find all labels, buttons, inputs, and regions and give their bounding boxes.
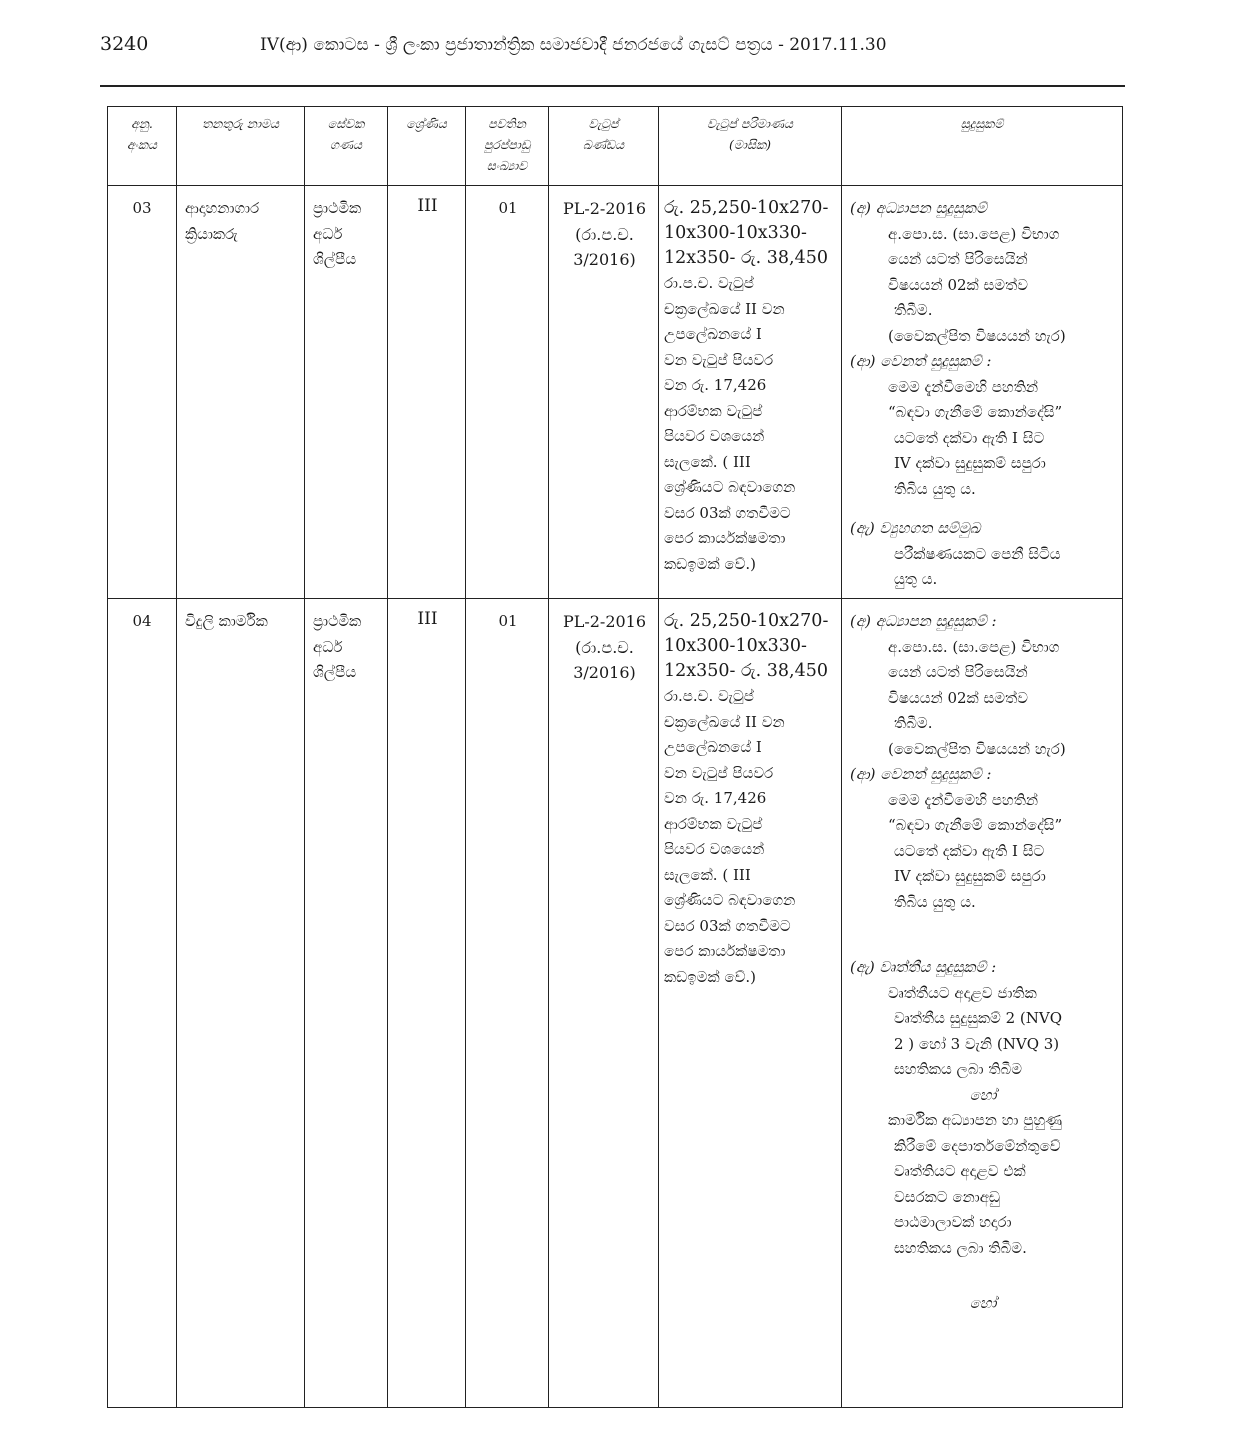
qual-interview-heading: (ඇ) ව්‍යුහගත සම්මුඛ <box>850 519 981 537</box>
qual-other-heading: (ආ) වෙනත් සුදුසුකම් : <box>850 765 992 783</box>
cell-salary-scale: රු. 25,250-10x270- 10x300-10x330- 12x350- රු. 38,450 රා.ප.ච. වැටුප් චක්‍රලේඛයේ II වන උපලේඛනයේ I වන වැටුප් පියවර වන රු. 17,426 ආරම්භක වැටුප් පියවර වශයෙන් සැලකේ. ( III ශ්‍රේණියට බඳවාගෙන වසර 03ක් ගතවීමට පෙර කාර්යක්ෂමතා කඩඉමක් වේ.) <box>659 186 842 599</box>
table-row <box>108 186 1123 599</box>
cell-salary-code: PL-2-2016 (රා.ප.ච. 3/2016) <box>549 186 659 599</box>
header-rule <box>100 85 1125 87</box>
cell-service-category: ප්‍රාථමික අර්ධ ශිල්පීය <box>305 599 388 1408</box>
or-separator: හෝ <box>969 1294 997 1312</box>
header-salary-scale: වැටුප් පරිමාණය (මාසික) <box>659 107 842 186</box>
cell-vacancies: 01 <box>466 599 549 1408</box>
vacancy-table <box>107 106 1123 1408</box>
qual-other-heading: (ආ) වෙනත් සුදුසුකම් : <box>850 352 992 370</box>
header-post-name: තනතුරු නාමය <box>177 107 305 186</box>
cell-grade: III <box>388 186 466 599</box>
cell-serial-no: 03 <box>108 186 177 599</box>
or-separator: හෝ <box>969 1085 997 1104</box>
qual-education-heading: (අ) අධ්‍යාපන සුදුසුකම් <box>850 199 987 217</box>
cell-grade: III <box>388 599 466 1408</box>
cell-post-name: විදුලි කාර්මික <box>177 599 305 1408</box>
page-number: 3240 <box>100 33 149 55</box>
table-row <box>108 599 1123 1408</box>
gazette-header-title: IV(ආ) කොටස - ශ්‍රී ලංකා ප්‍රජාතාන්ත්‍රික සමාජවාදී ජනරජයේ ගැසට් පත්‍රය - 2017.11.30 <box>260 35 887 55</box>
cell-post-name: ආදාහනාගාර ක්‍රියාකරු <box>177 186 305 599</box>
cell-vacancies: 01 <box>466 186 549 599</box>
header-service-category: සේවක ගණය <box>305 107 388 186</box>
header-vacancies: පවතින පුරප්පාඩු සංඛ්‍යාව <box>466 107 549 186</box>
cell-serial-no: 04 <box>108 599 177 1408</box>
cell-qualifications: (අ) අධ්‍යාපන සුදුසුකම් : අ.පො.ස. (සා.පෙළ) විභාග යෙන් යටත් පිරිසෙයින් විෂයයන් 02ක් සමත්ව තිබීම. (වෛකල්පිත විෂයයන් හැර) (ආ) වෙනත් සුදුසුකම් : මෙම දැන්වීමෙහි පහතින් “බඳවා ගැනීමේ කොන්දේසි” යටතේ දක්වා ඇති I සිට IV දක්වා සුදුසුකම් සපුරා තිබිය යුතු ය. (ඇ) වෘත්තීය සුදුසුකම් : වෘත්තීයට අදාළව ජාතික වෘත්තීය සුදුසුකම් 2 (NVQ 2 ) හෝ 3 වැනි (NVQ 3) සහතිකය ලබා තිබීම හෝ කාර්මික අධ්‍යාපන හා පුහුණු කිරීමේ දෙපාර්තමේන්තුවේ වෘත්තියට අදාළව එක් වසරකට නොඅඩු පාඨමාලාවක් හදාරා සහතිකය ලබා තිබීම. හෝ <box>842 599 1123 1408</box>
qual-vocational-heading: (ඇ) වෘත්තීය සුදුසුකම් : <box>850 958 997 976</box>
header-grade: ශ්‍රේණිය <box>388 107 466 186</box>
cell-salary-scale: රු. 25,250-10x270- 10x300-10x330- 12x350- රු. 38,450 රා.ප.ච. වැටුප් චක්‍රලේඛයේ II වන උපලේඛනයේ I වන වැටුප් පියවර වන රු. 17,426 ආරම්භක වැටුප් පියවර වශයෙන් සැලකේ. ( III ශ්‍රේණියට බඳවාගෙන වසර 03ක් ගතවීමට පෙර කාර්යක්ෂමතා කඩඉමක් වේ.) <box>659 599 842 1408</box>
header-salary-code: වැටුප් ඛණ්ඩය <box>549 107 659 186</box>
table-header-row <box>108 107 1123 186</box>
header-qualifications: සුදුසුකම් <box>842 107 1123 186</box>
header-serial-no: අනු. අංකය <box>108 107 177 186</box>
cell-qualifications: (අ) අධ්‍යාපන සුදුසුකම් අ.පො.ස. (සා.පෙළ) විභාග යෙන් යටත් පිරිසෙයින් විෂයයන් 02ක් සමත්ව තිබීම. (වෛකල්පිත විෂයයන් හැර) (ආ) වෙනත් සුදුසුකම් : මෙම දැන්වීමෙහි පහතින් “බඳවා ගැනීමේ කොන්දේසි” යටතේ දක්වා ඇති I සිට IV දක්වා සුදුසුකම් සපුරා තිබිය යුතු ය. (ඇ) ව්‍යුහගත සම්මුඛ පරීක්ෂණයකට පෙනී සිටිය යුතු ය. <box>842 186 1123 599</box>
qual-education-heading: (අ) අධ්‍යාපන සුදුසුකම් : <box>850 612 997 630</box>
cell-service-category: ප්‍රාථමික අර්ධ ශිල්පීය <box>305 186 388 599</box>
cell-salary-code: PL-2-2016 (රා.ප.ච. 3/2016) <box>549 599 659 1408</box>
